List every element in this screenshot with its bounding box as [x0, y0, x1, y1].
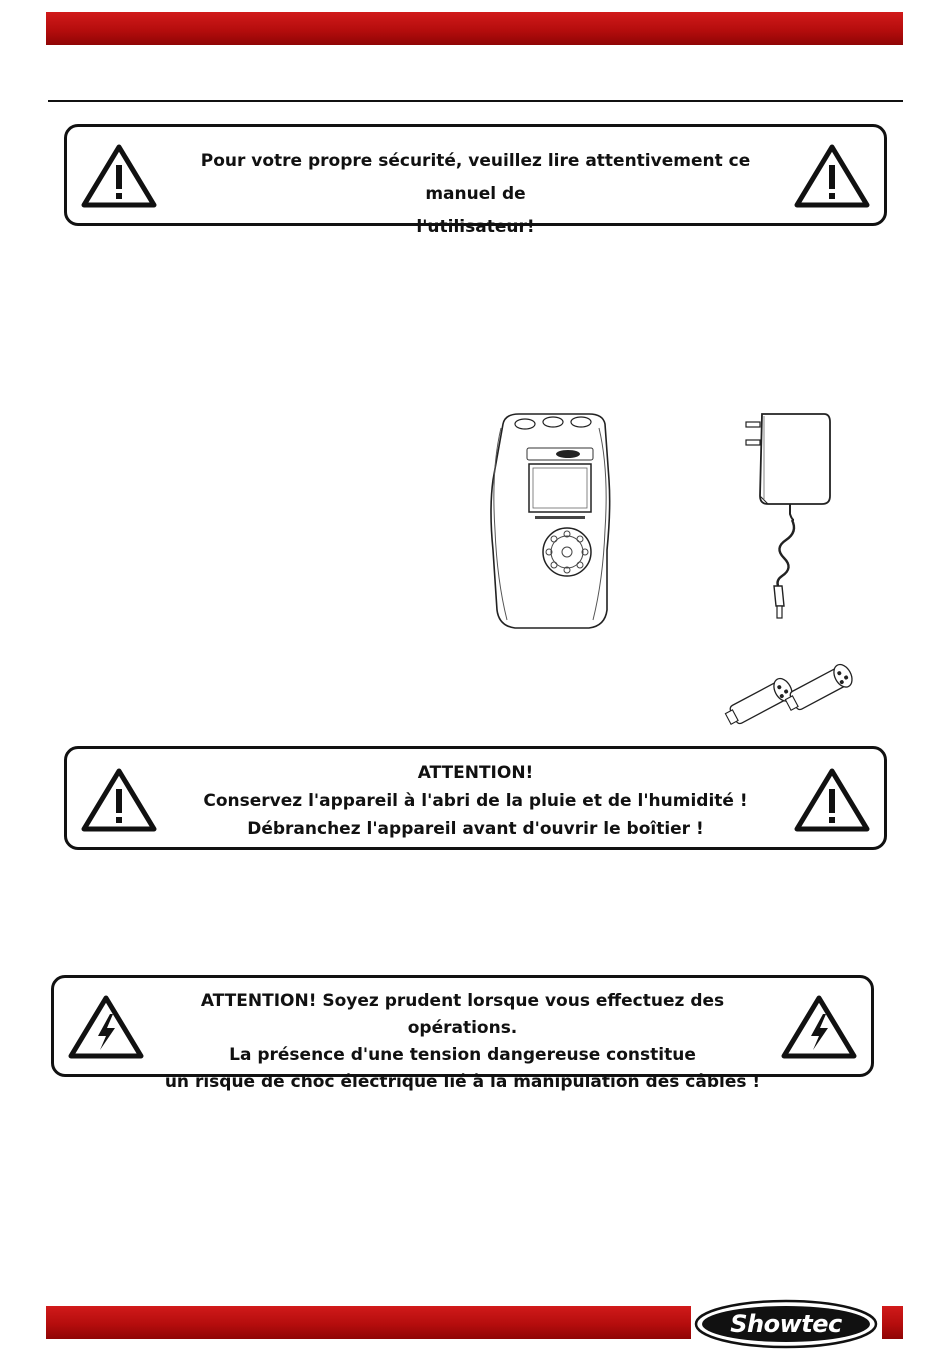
warning-triangle-icon	[794, 767, 870, 833]
electric-warning-box	[51, 975, 874, 1092]
warning-triangle-icon	[794, 143, 870, 209]
safety-warning-line1: Pour votre propre sécurité, veuillez lire attentivement ce manuel de	[200, 151, 751, 204]
moisture-warning-title: ATTENTION!	[417, 763, 534, 783]
warning-triangle-icon	[81, 143, 157, 209]
electric-warning-line1: ATTENTION! Soyez prudent lorsque vous effectuez des opérations.	[200, 991, 725, 1038]
xlr-terminators-illustration	[720, 658, 870, 734]
header-divider	[48, 100, 903, 102]
moisture-warning-box	[64, 746, 887, 850]
showtec-logo	[694, 1299, 878, 1349]
electric-warning-line3: un risque de choc électrique lié à la manipulation des câbles !	[164, 1072, 761, 1092]
moisture-warning-line2: Débranchez l'appareil avant d'ouvrir le boîtier !	[247, 819, 704, 839]
power-adapter-illustration	[740, 408, 835, 623]
tester-device-illustration	[485, 410, 615, 632]
warning-triangle-icon	[81, 767, 157, 833]
footer-red-bar	[46, 1306, 691, 1339]
moisture-warning-line1: Conservez l'appareil à l'abri de la pluie et de l'humidité !	[203, 791, 748, 811]
electric-warning-text	[154, 988, 771, 1096]
moisture-warning-text	[167, 759, 784, 843]
electric-shock-icon	[781, 994, 857, 1060]
safety-warning-box	[64, 124, 887, 237]
footer-red-bar-end	[882, 1306, 903, 1339]
svg-text:Showtec: Showtec	[730, 1310, 842, 1338]
electric-warning-line2: La présence d'une tension dangereuse constitue	[229, 1045, 696, 1065]
safety-warning-line2: l'utilisateur!	[416, 217, 535, 237]
safety-warning-text	[167, 145, 784, 244]
header-red-bar	[46, 12, 903, 45]
electric-shock-icon	[68, 994, 144, 1060]
